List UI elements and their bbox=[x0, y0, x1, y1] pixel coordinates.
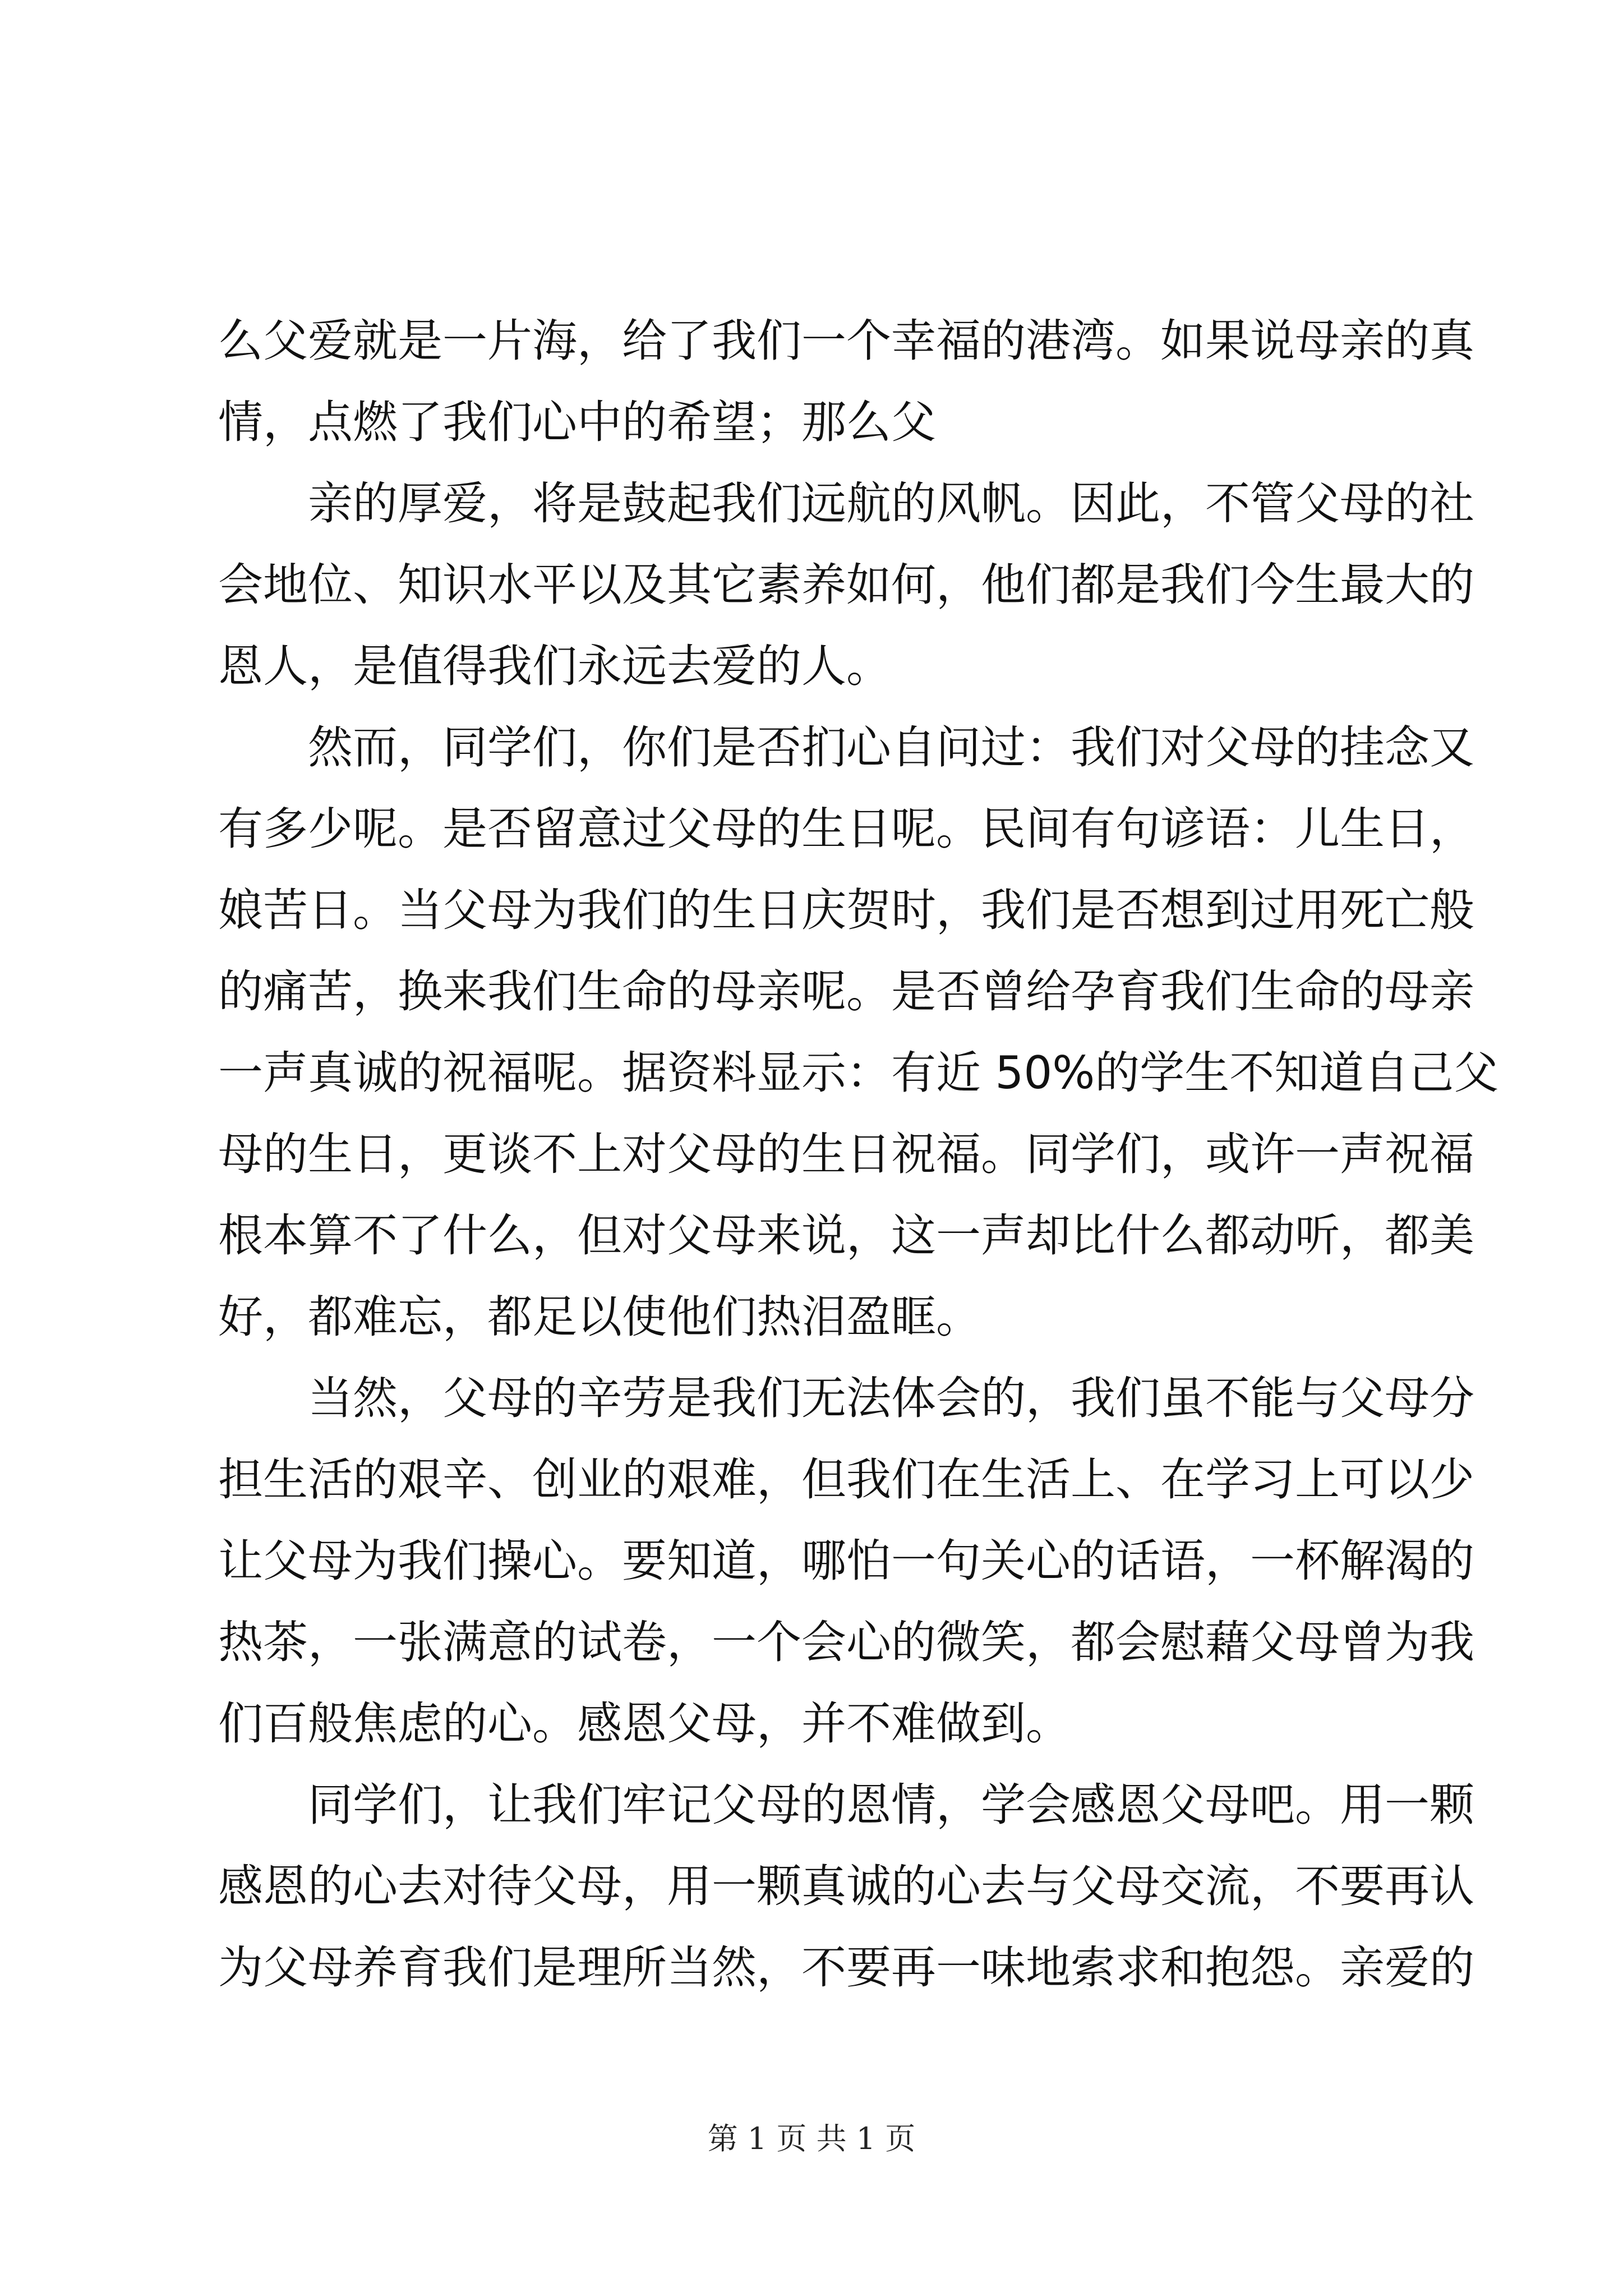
paragraph-3 bbox=[218, 707, 1499, 1358]
text-line: 当然，父母的辛劳是我们无法体会的，我们虽不能与父母分 bbox=[308, 1372, 1474, 1424]
text-line: 为父母养育我们是理所当然，不要再一味地索求和抱怨。亲爱的 bbox=[218, 1941, 1474, 1994]
text-line: 然而，同学们，你们是否扪心自问过：我们对父母的挂念又 bbox=[308, 721, 1474, 774]
text-line: 恩人，是值得我们永远去爱的人。 bbox=[218, 640, 891, 692]
text-line: 么父爱就是一片海，给了我们一个幸福的港湾。如果说母亲的真 bbox=[218, 315, 1474, 367]
text-line: 们百般焦虑的心。感恩父母，并不难做到。 bbox=[218, 1697, 1071, 1750]
paragraph-5 bbox=[218, 1764, 1474, 2008]
text-line: 让父母为我们操心。要知道，哪怕一句关心的话语，一杯解渴的 bbox=[218, 1535, 1474, 1587]
text-line: 亲的厚爱，将是鼓起我们远航的风帆。因此，不管父母的社 bbox=[308, 477, 1474, 530]
text-line: 会地位、知识水平以及其它素养如何，他们都是我们今生最大的 bbox=[218, 559, 1474, 611]
text-line: 情，点燃了我们心中的希望；那么父 bbox=[218, 396, 936, 448]
text-line: 有多少呢。是否留意过父母的生日呢。民间有句谚语：儿生日， bbox=[218, 803, 1474, 855]
text-line: 担生活的艰辛、创业的艰难，但我们在生活上、在学习上可以少 bbox=[218, 1453, 1474, 1506]
paragraph-2 bbox=[218, 463, 1474, 707]
text-line: 的痛苦，换来我们生命的母亲呢。是否曾给孕育我们生命的母亲 bbox=[218, 965, 1474, 1018]
text-line: 母的生日，更谈不上对父母的生日祝福。同学们，或许一声祝福 bbox=[218, 1128, 1474, 1180]
text-line: 一声真诚的祝福呢。据资料显示：有近 50%的学生不知道自己父 bbox=[218, 1047, 1499, 1099]
text-line: 根本算不了什么，但对父母来说，这一声却比什么都动听，都美 bbox=[218, 1209, 1474, 1262]
text-line: 同学们，让我们牢记父母的恩情，学会感恩父母吧。用一颗 bbox=[308, 1779, 1474, 1831]
paragraph-4 bbox=[218, 1358, 1474, 1764]
text-line: 热茶，一张满意的试卷，一个会心的微笑，都会慰藉父母曾为我 bbox=[218, 1616, 1474, 1668]
page-footer: 第 1 页 共 1 页 bbox=[707, 2121, 916, 2156]
text-line: 好，都难忘，都足以使他们热泪盈眶。 bbox=[218, 1291, 981, 1343]
document-body bbox=[218, 300, 1499, 2008]
text-line: 感恩的心去对待父母，用一颗真诚的心去与父母交流，不要再认 bbox=[218, 1860, 1474, 1912]
paragraph-1 bbox=[218, 300, 1474, 463]
text-line: 娘苦日。当父母为我们的生日庆贺时，我们是否想到过用死亡般 bbox=[218, 884, 1474, 936]
